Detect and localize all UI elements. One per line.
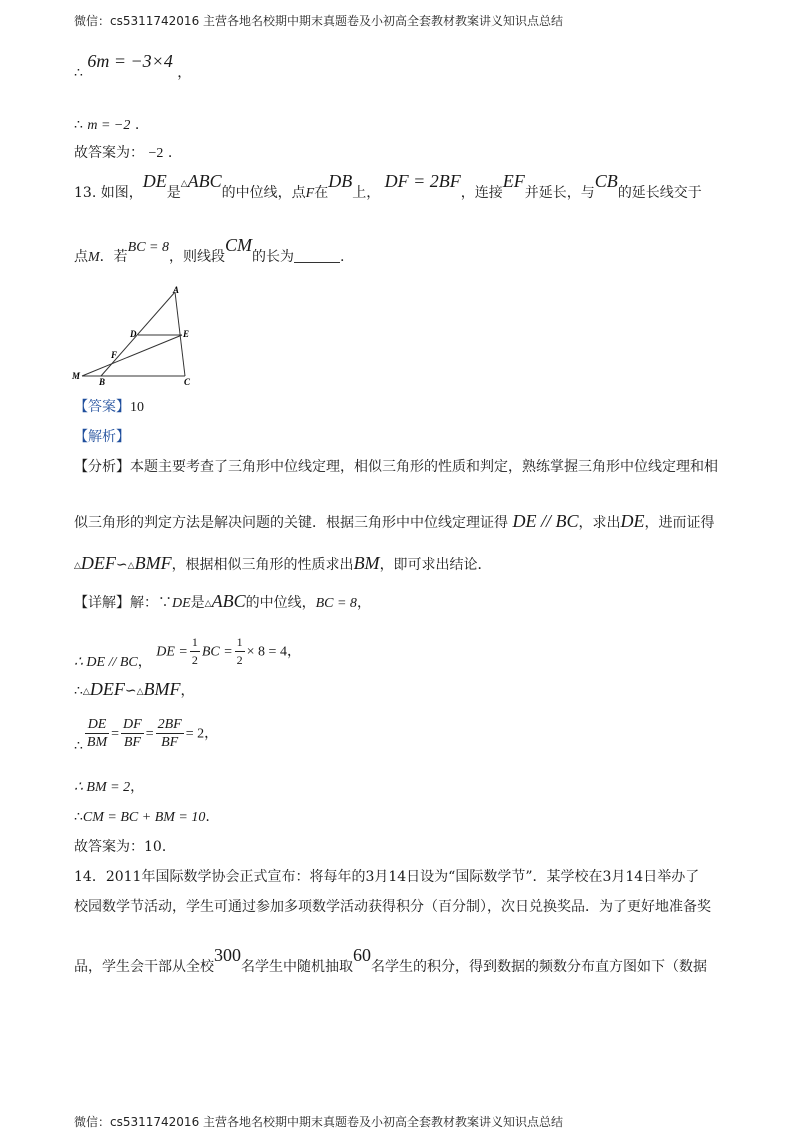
math-cm: CM = BC + BM = 10: [82, 810, 206, 825]
text: ，则线段: [169, 249, 226, 265]
label-f: F: [111, 350, 118, 360]
xiangjie-line-1: [74, 592, 371, 613]
triangle-figure: [70, 284, 200, 388]
therefore-symbol: ∴: [74, 683, 83, 699]
text: 品，学生会干部从全校: [74, 959, 214, 975]
text: ，根据相似三角形的性质求出: [171, 557, 354, 573]
number-60: 60: [353, 945, 371, 965]
text: ，进而证得: [644, 515, 715, 531]
text: ，即可求出结论．: [379, 557, 492, 573]
analysis-tag: 【解析】: [74, 429, 130, 445]
denominator: 2: [236, 653, 243, 667]
punct: .: [205, 809, 210, 825]
number-300: 300: [214, 945, 241, 965]
math-bc8: BC = 8: [315, 596, 357, 611]
text: 并延长，与: [524, 185, 595, 201]
prev-line-3: [74, 144, 172, 163]
q14-line-3: [74, 945, 707, 976]
punct: .: [167, 145, 173, 161]
text: ，连接: [460, 185, 503, 201]
q14-line-2: [74, 898, 711, 916]
triangle-symbol: △: [127, 561, 135, 571]
triangle-symbol: △: [204, 599, 212, 609]
punct: ，: [356, 595, 371, 611]
math-condition: DF = 2BF: [384, 171, 461, 191]
text: 校园数学节活动，学生可通过参加多项数学活动获得积分（百分制），次日兑换奖品．为了更好地准备奖: [74, 899, 711, 915]
numerator: 1: [190, 634, 200, 652]
denominator: 2: [191, 653, 198, 667]
triangle-symbol: △: [74, 561, 81, 571]
analysis-line: [74, 428, 130, 446]
text: 的延长线交于: [617, 185, 702, 201]
text: 点: [74, 249, 88, 265]
answer-tag: 【答案】: [74, 399, 130, 415]
math-de: DE: [172, 596, 191, 611]
text: 上，: [352, 185, 381, 201]
text: ．若: [99, 249, 128, 265]
q13-line-1: [74, 171, 702, 203]
text: ，求出: [578, 515, 621, 531]
fraction-2bf-bf: [156, 716, 184, 751]
fenxi-line-3: [74, 554, 492, 575]
math-bmf: BMF: [134, 553, 172, 573]
equation: m = −2: [87, 118, 131, 133]
text: 解：∵: [130, 595, 172, 611]
denominator: BF: [123, 735, 141, 750]
fenxi-line-2: [74, 512, 714, 532]
punct: ，: [286, 643, 301, 660]
fraction-df-bf: [121, 716, 144, 751]
math-m: M: [88, 250, 100, 265]
fenxi-line-1: [74, 458, 718, 476]
math-bmf: BMF: [143, 679, 181, 699]
page-footer: 微信：cs5311742016 主营各地名校期中期末真题卷及小初高全套教材教案讲义知识点总结: [74, 1115, 564, 1129]
math-abc: ABC: [187, 171, 222, 191]
xiangjie-line-2: [74, 634, 301, 669]
math-ef: EF: [502, 171, 525, 191]
math-de: DE: [142, 171, 167, 191]
math-bm: BM: [353, 553, 380, 573]
page-header: 微信：cs5311742016 主营各地名校期中期末真题卷及小初高全套教材教案讲义知识点总结: [74, 14, 564, 28]
xiangjie-tag: 【详解】: [74, 595, 130, 611]
text: 名学生中随机抽取: [241, 959, 353, 975]
similar-symbol: ∽: [124, 684, 137, 699]
numerator: 1: [235, 634, 245, 652]
answer-value: −2: [148, 146, 164, 161]
label-d: D: [130, 329, 137, 339]
denominator: BF: [161, 735, 179, 750]
therefore-symbol: ∴: [74, 809, 83, 825]
equation: 6m = −3×4: [87, 51, 173, 71]
math-cb: CB: [594, 171, 618, 191]
math-de-eq: DE =: [156, 644, 188, 660]
triangle-symbol: △: [82, 687, 90, 697]
denominator: BM: [86, 735, 108, 750]
xiangjie-line-4: [74, 716, 219, 754]
punct: ，: [204, 725, 219, 742]
text: 是: [166, 185, 181, 201]
text: 在: [314, 185, 329, 201]
punct: ，: [130, 779, 145, 795]
text: 本题主要考查了三角形中位线定理，相似三角形的性质和判定，熟练掌握三角形中位线定理和相: [130, 459, 718, 475]
text: 是: [190, 595, 205, 611]
numerator: 2BF: [157, 717, 182, 732]
fraction-de-bm: [85, 716, 109, 751]
math-parallel: ∴ DE // BC: [74, 654, 138, 670]
text: 名学生的积分，得到数据的频数分布直方图如下（数据: [371, 959, 707, 975]
triangle-symbol: △: [180, 179, 188, 189]
answer-text: 故答案为：10．: [74, 839, 176, 855]
math-cm: CM: [225, 235, 253, 255]
numerator: DE: [85, 716, 109, 734]
fraction-half: [235, 634, 245, 669]
prev-line-1: [74, 51, 192, 82]
triangle-symbol: △: [136, 687, 144, 697]
q14-line-1: [74, 868, 699, 886]
q13-line-2: [74, 235, 345, 267]
math-result: × 8 = 4: [246, 644, 287, 660]
xiangjie-line-3: [74, 680, 194, 701]
fenxi-tag: 【分析】: [74, 459, 130, 475]
label-c: C: [184, 377, 191, 387]
equals: =: [145, 726, 154, 742]
text: 的中位线，: [245, 595, 316, 611]
answer-blank: [294, 248, 340, 263]
xiangjie-line-6: [74, 808, 210, 827]
punct: ，: [180, 683, 195, 699]
math-parallel: DE // BC: [512, 511, 579, 531]
label-b: B: [99, 377, 106, 387]
math-def: DEF: [89, 679, 125, 699]
similar-symbol: ∽: [115, 558, 128, 573]
punct: ，: [137, 653, 152, 670]
label-a: A: [173, 285, 180, 295]
punct: .: [340, 249, 345, 265]
fraction-half: [190, 634, 200, 669]
math-def: DEF: [80, 553, 116, 573]
label-m: M: [72, 371, 81, 381]
punct: .: [134, 117, 140, 133]
q13-number: 13. 如图，: [74, 185, 143, 201]
answer-value: 10: [130, 400, 144, 415]
math-bc8: BC = 8: [127, 240, 170, 255]
math-result: = 2: [185, 726, 205, 742]
therefore-symbol: ∴: [74, 65, 83, 81]
answer2-line: [74, 838, 176, 856]
punct: ，: [177, 65, 192, 81]
math-de: DE: [620, 511, 645, 531]
math-bm-2: ∴ BM = 2: [74, 780, 131, 795]
math-f: F: [305, 186, 315, 201]
answer-line: [74, 398, 144, 417]
math-db: DB: [328, 171, 353, 191]
therefore-symbol: ∴: [74, 737, 83, 754]
therefore-symbol: ∴: [74, 117, 83, 133]
math-abc: ABC: [211, 591, 246, 611]
text: 似三角形的判定方法是解决问题的关键．根据三角形中中位线定理证得: [74, 515, 508, 531]
label-e: E: [183, 329, 190, 339]
answer-text: 故答案为：: [74, 145, 144, 161]
text: 的长为: [252, 249, 295, 265]
text: 14．2011年国际数学协会正式宣布：将每年的3月14日设为“国际数学节”．某学校在3月14日举办了: [74, 869, 700, 885]
numerator: DF: [123, 717, 142, 732]
math-bc-eq: BC =: [201, 644, 233, 660]
prev-line-2: [74, 116, 139, 135]
text: 的中位线，点: [221, 185, 306, 201]
xiangjie-line-5: [74, 778, 144, 797]
equals: =: [111, 726, 120, 742]
